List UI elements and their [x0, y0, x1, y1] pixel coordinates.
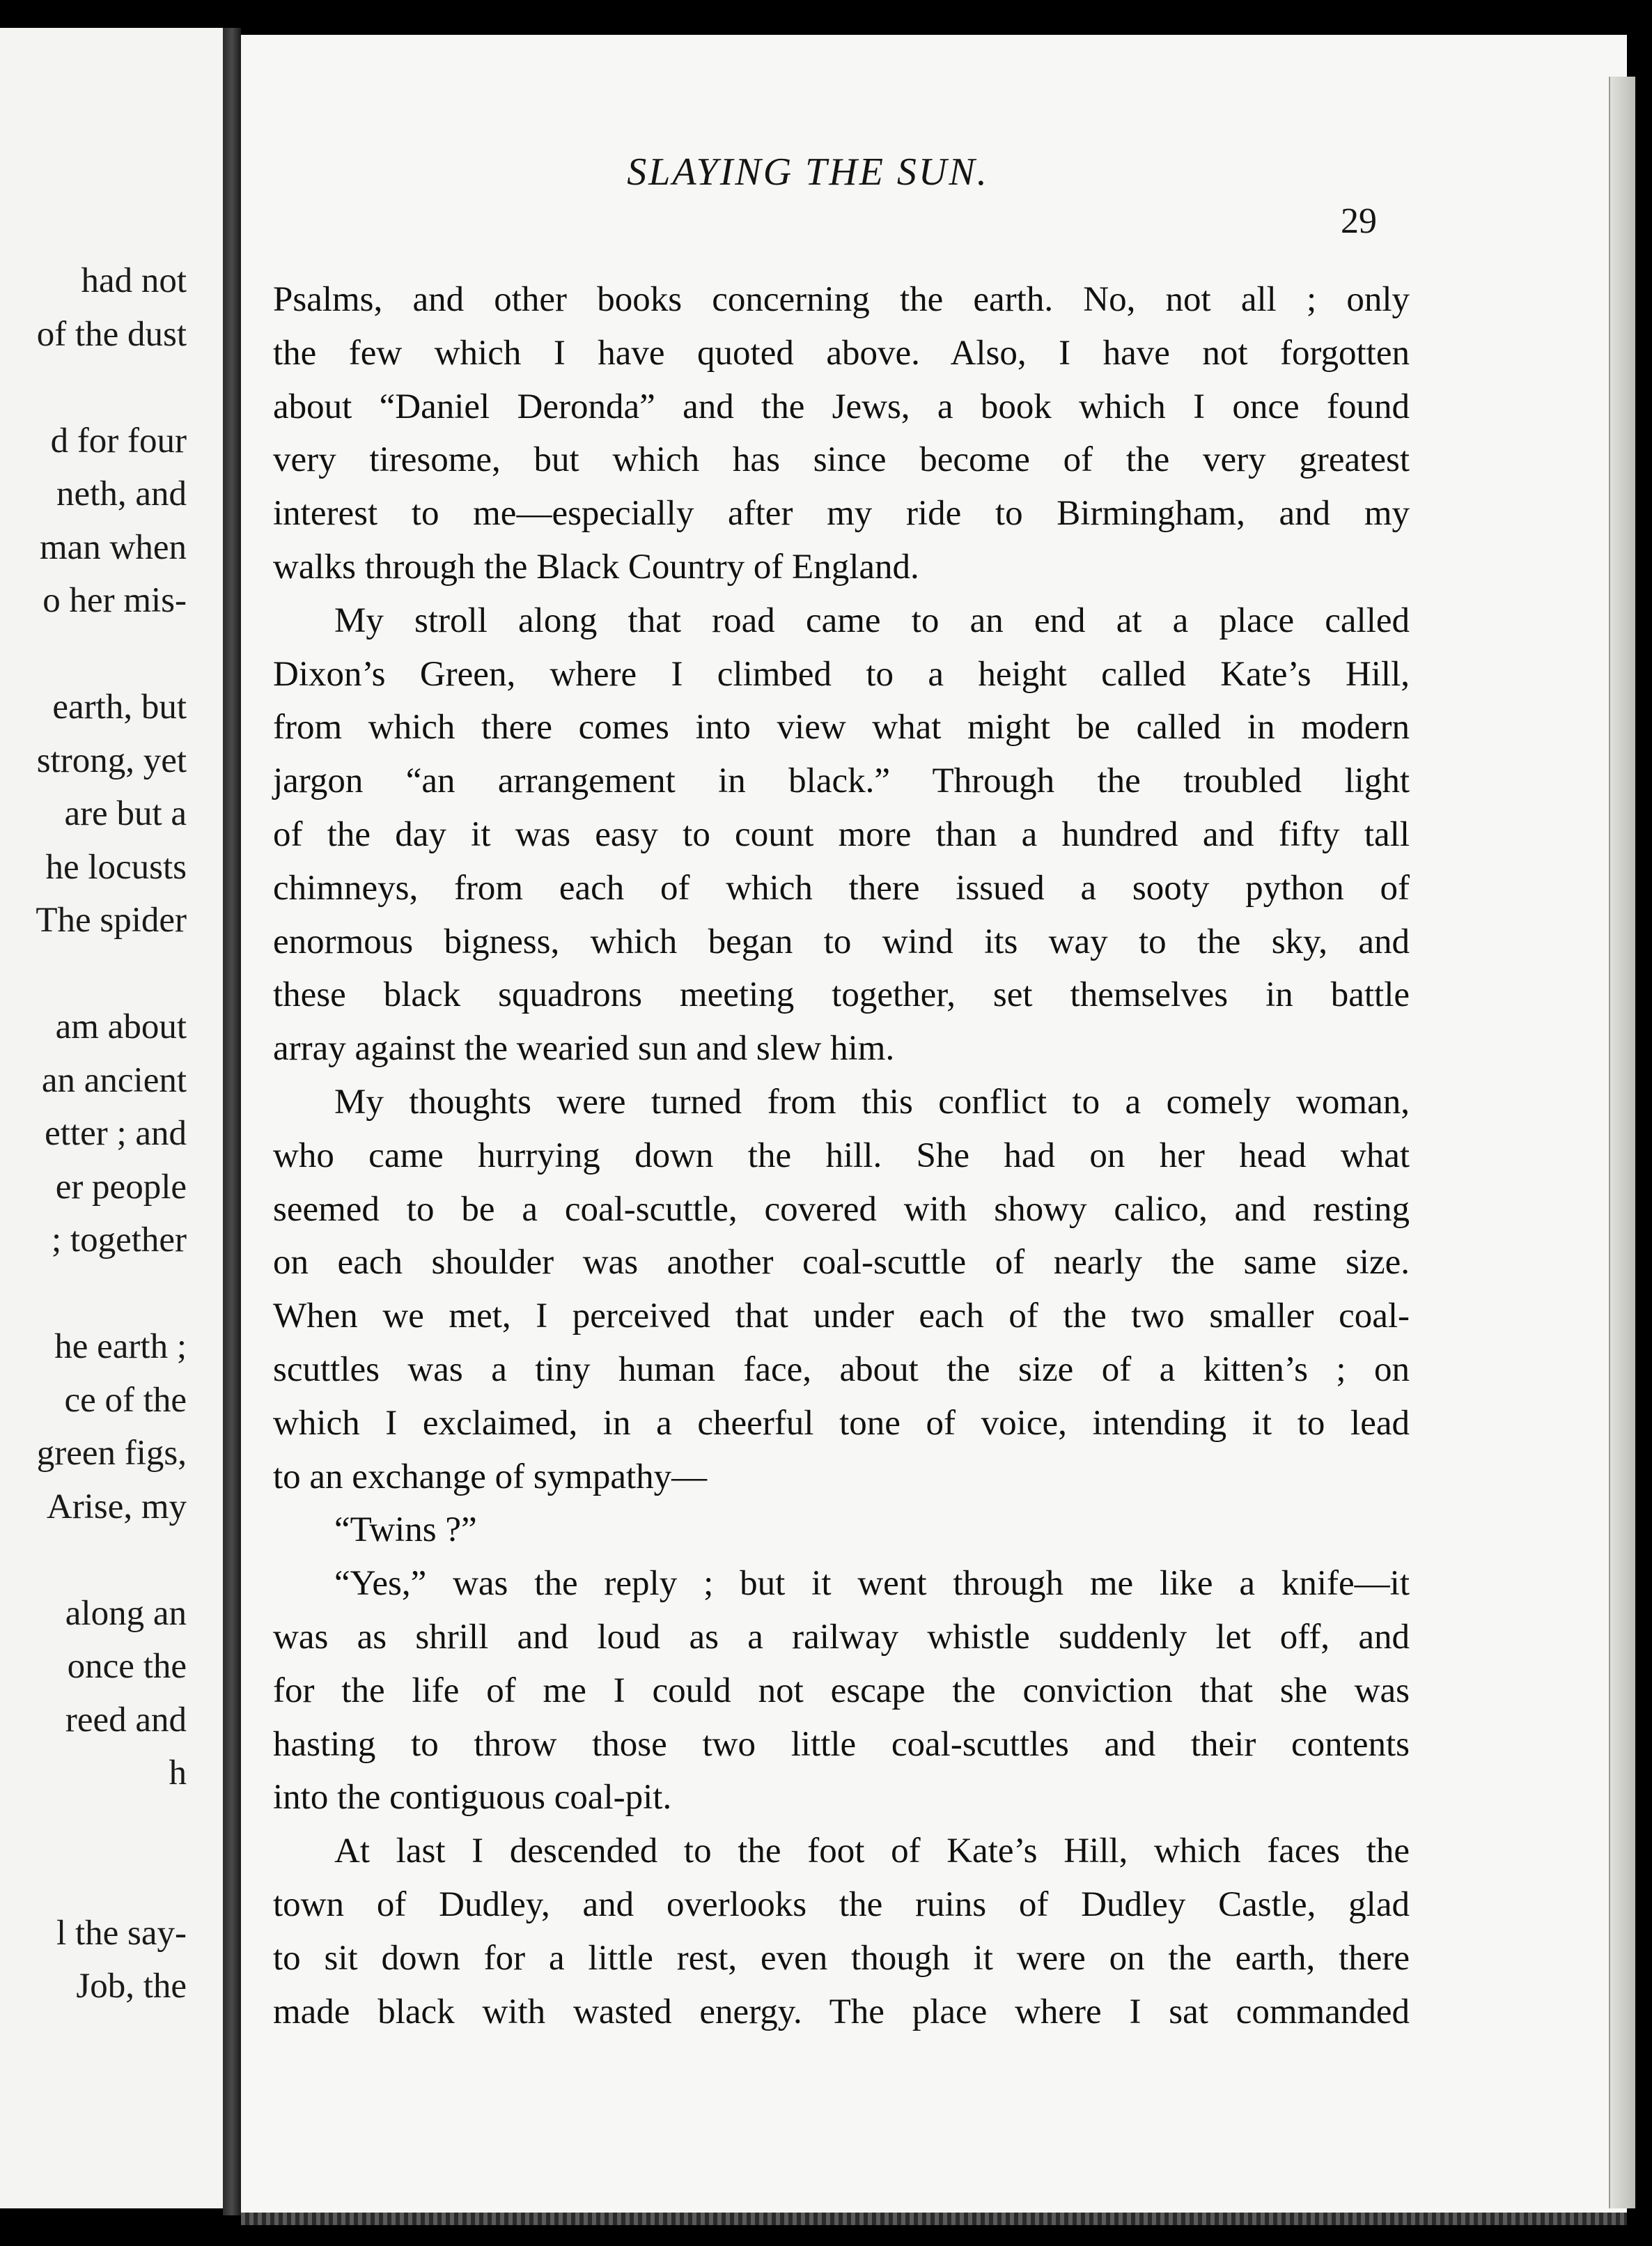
text-line: array against the wearied sun and slew him.	[273, 1029, 895, 1069]
text-line: seemed to be a coal-scuttle, covered with showy calico, and resting	[273, 1189, 1410, 1229]
text-line: for the life of me I could not escape the conviction that she was	[273, 1671, 1410, 1710]
text-line: to an exchange of sympathy—	[273, 1457, 708, 1496]
text-line: enormous bigness, which began to wind its way to the sky, and	[273, 922, 1410, 961]
left-page-line: are but a	[64, 794, 187, 833]
book-gutter	[223, 28, 241, 2215]
left-page-line: Job, the	[76, 1967, 187, 2006]
body-text	[273, 273, 1410, 2038]
left-page-line: ; together	[51, 1221, 187, 1260]
text-line: about “Daniel Deronda” and the Jews, a book which I once found	[273, 387, 1410, 426]
left-page-line: Arise, my	[46, 1487, 187, 1526]
text-line: interest to me—especially after my ride to Birmingham, and my	[273, 494, 1410, 534]
text-line: from which there comes into view what might be called in modern	[273, 708, 1410, 748]
left-page-line: earth, but	[52, 688, 187, 727]
left-page-line: strong, yet	[36, 741, 187, 780]
text-line: My thoughts were turned from this conflict to a comely woman,	[334, 1082, 1410, 1122]
text-line: into the contiguous coal-pit.	[273, 1778, 672, 1818]
left-page-line: l the say-	[56, 1913, 187, 1953]
text-line: very tiresome, but which has since become of the very greatest	[273, 440, 1410, 480]
text-line: the few which I have quoted above. Also, I have not forgotten	[273, 333, 1410, 373]
text-line: When we met, I perceived that under each of the two smaller coal-	[273, 1296, 1410, 1336]
left-page-line: had not	[81, 261, 187, 300]
text-line: who came hurrying down the hill. She had on her head what	[273, 1136, 1410, 1175]
text-line: walks through the Black Country of England.	[273, 547, 919, 587]
left-page-line: reed and	[65, 1700, 187, 1740]
text-line: town of Dudley, and overlooks the ruins of Dudley Castle, glad	[273, 1884, 1410, 1924]
left-page-line: d for four	[50, 421, 187, 460]
left-page-line: am about	[55, 1007, 187, 1046]
text-line: to sit down for a little rest, even though it were on the earth, there	[273, 1938, 1410, 1978]
text-line: hasting to throw those two little coal-scuttles and their contents	[273, 1724, 1410, 1764]
left-page-line: man when	[39, 527, 187, 567]
text-line: which I exclaimed, in a cheerful tone of voice, intending it to lead	[273, 1403, 1410, 1443]
page-bottom-edge	[241, 2213, 1627, 2225]
text-line: jargon “an arrangement in black.” Through the troubled light	[273, 761, 1410, 801]
left-page-line: green figs,	[36, 1434, 187, 1473]
page-number: 29	[1341, 201, 1377, 241]
text-line: “Twins ?”	[334, 1510, 477, 1550]
text-line: made black with wasted energy. The place where I sat commanded	[273, 1992, 1410, 2031]
left-page-line: er people	[55, 1167, 187, 1207]
left-page-line: an ancient	[41, 1060, 187, 1100]
text-line: scuttles was a tiny human face, about the size of a kitten’s ; on	[273, 1349, 1410, 1389]
left-page-line: h	[169, 1753, 187, 1792]
left-page-line: he locusts	[45, 847, 187, 887]
text-line: these black squadrons meeting together, set themselves in battle	[273, 975, 1410, 1015]
text-line: At last I descended to the foot of Kate’s Hill, which faces the	[334, 1831, 1410, 1871]
text-line: was as shrill and loud as a railway whistle suddenly let off, and	[273, 1617, 1410, 1657]
left-facing-page	[0, 28, 223, 2208]
text-line: of the day it was easy to count more than a hundred and fifty tall	[273, 814, 1410, 854]
left-page-line: along an	[65, 1593, 187, 1633]
text-line: Dixon’s Green, where I climbed to a height called Kate’s Hill,	[273, 654, 1410, 694]
text-line: Psalms, and other books concerning the earth. No, not all ; only	[273, 280, 1410, 319]
page-edge	[1609, 77, 1635, 2208]
left-page-line: The spider	[36, 901, 187, 940]
text-line: chimneys, from each of which there issued a sooty python of	[273, 868, 1410, 908]
text-line: on each shoulder was another coal-scuttle of nearly the same size.	[273, 1243, 1410, 1283]
running-head: SLAYING THE SUN.	[627, 150, 989, 194]
text-line: “Yes,” was the reply ; but it went through me like a knife—it	[334, 1564, 1410, 1604]
left-page-line: once the	[67, 1647, 187, 1686]
left-page-line: etter ; and	[45, 1114, 187, 1153]
left-page-line: neth, and	[56, 474, 187, 513]
left-page-line: of the dust	[36, 314, 187, 354]
left-page-line: ce of the	[64, 1380, 187, 1420]
left-page-line: he earth ;	[54, 1327, 187, 1366]
text-line: My stroll along that road came to an end at a place called	[334, 601, 1410, 640]
left-page-line: o her mis-	[42, 581, 187, 620]
